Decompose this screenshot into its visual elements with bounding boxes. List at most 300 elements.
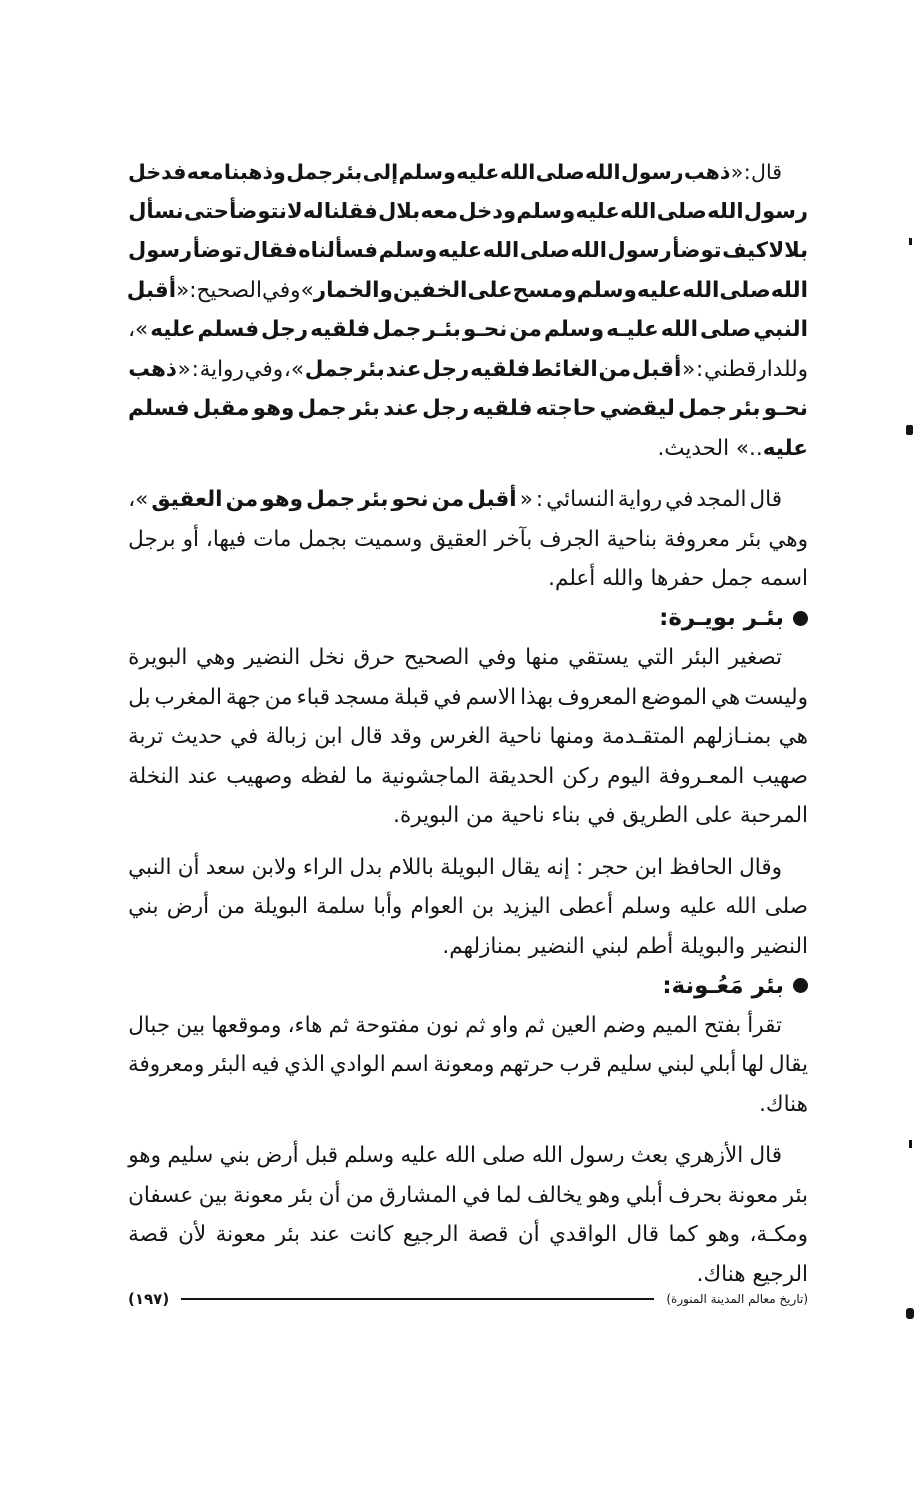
- word: المعـروفة: [658, 763, 745, 789]
- word: »،: [128, 317, 149, 342]
- word: ثم: [465, 1012, 486, 1038]
- word: من: [345, 1182, 374, 1208]
- word: العقيق: [429, 526, 488, 552]
- word: معروفة: [664, 526, 731, 552]
- word: المعروف: [557, 684, 638, 710]
- word: «: [176, 277, 190, 303]
- word: فسلم: [197, 317, 260, 342]
- word: إنه: [546, 854, 570, 880]
- word: صلى: [719, 277, 771, 303]
- word: عند: [187, 763, 219, 789]
- word: في: [230, 724, 259, 749]
- word: بآخر: [494, 526, 533, 552]
- word: يخالف: [526, 1182, 583, 1208]
- word: وسميت: [353, 526, 423, 552]
- word: وأبا: [373, 894, 403, 919]
- word: بئر: [288, 1182, 314, 1208]
- word: وهو: [128, 1143, 162, 1168]
- word: صلى: [535, 159, 585, 184]
- word: اليوم: [607, 763, 651, 789]
- word: »: [300, 277, 314, 303]
- text-line: [128, 757, 808, 797]
- word: يقال: [768, 1052, 808, 1077]
- word: بئر: [275, 1222, 300, 1247]
- word: قال: [749, 1143, 782, 1168]
- word: عليـه: [606, 317, 659, 342]
- text-line: [128, 310, 808, 350]
- word: جمل: [297, 396, 347, 421]
- word: منها: [525, 645, 560, 670]
- text-line: [128, 231, 808, 271]
- word: واو: [491, 1012, 519, 1038]
- text-line: [128, 389, 808, 429]
- word: وسلم: [344, 1143, 395, 1168]
- text-line: [128, 1215, 808, 1255]
- text-line: [128, 887, 808, 927]
- word: المجد: [696, 487, 747, 512]
- word: الغائط: [530, 356, 598, 382]
- text-line: [128, 192, 808, 232]
- word: صلى: [699, 317, 752, 342]
- word: جهة: [225, 684, 261, 710]
- text-run: عليه: [762, 435, 808, 461]
- word: وصهيب: [226, 763, 293, 789]
- page-number: (١٩٧): [128, 1290, 170, 1308]
- word: النسائي: [546, 487, 615, 512]
- word: لبني: [657, 1052, 695, 1077]
- word: برجل: [128, 526, 176, 552]
- word: الماجشونية: [381, 763, 481, 789]
- word: وسلم: [378, 238, 438, 263]
- word: وهو: [252, 396, 295, 421]
- word: رسول: [607, 238, 672, 263]
- word: الرجيع: [402, 1222, 459, 1247]
- word: وهي: [195, 645, 236, 670]
- word: زبالة: [265, 724, 307, 749]
- word: فلقيه: [310, 317, 371, 342]
- text-line: [128, 638, 808, 678]
- word: عند: [383, 396, 419, 421]
- word: البويرة: [128, 645, 188, 670]
- word: توضأ: [672, 238, 722, 263]
- word: قال: [626, 1222, 659, 1247]
- word: الله: [660, 317, 698, 342]
- word: رسول: [743, 198, 808, 223]
- word: فقال: [242, 238, 298, 263]
- word: بني: [128, 894, 159, 919]
- word: وفي: [261, 277, 301, 303]
- word: قصة: [128, 1222, 169, 1247]
- word: صلى: [764, 894, 808, 919]
- word: في: [462, 1182, 491, 1208]
- word: وهو: [587, 1182, 621, 1208]
- word: ودخل: [458, 198, 517, 223]
- word: قصة: [467, 1222, 509, 1247]
- word: فدخل: [128, 159, 187, 184]
- word: وسلم: [621, 894, 672, 919]
- word: بلال: [378, 198, 421, 223]
- word: لانتوضأ: [229, 198, 303, 223]
- margin-mark: [909, 238, 912, 245]
- paragraph: [128, 1136, 808, 1294]
- word: يقال: [501, 854, 541, 880]
- text-line: [128, 1136, 808, 1176]
- word: الموضع: [641, 684, 707, 710]
- word: بلالا: [768, 238, 808, 263]
- word: وليست: [744, 684, 808, 710]
- word: قباء: [296, 684, 331, 710]
- text-line: [128, 480, 808, 520]
- word: صلى: [482, 1143, 526, 1168]
- word: نحو: [391, 487, 429, 512]
- word: والخمار: [313, 277, 393, 303]
- word: ناحية: [498, 724, 542, 749]
- word: جبال: [128, 1012, 171, 1038]
- text-line: [128, 152, 808, 192]
- word: بجمل: [298, 526, 347, 552]
- word: الله: [585, 159, 621, 184]
- word: عند: [309, 1222, 341, 1247]
- section-heading-text: بئـر بويـرة:: [659, 605, 784, 632]
- word: بئر: [358, 487, 389, 512]
- word: من: [509, 317, 542, 342]
- word: فسلم: [128, 396, 190, 421]
- word: فيها،: [205, 526, 247, 552]
- word: :: [535, 487, 544, 512]
- word: وضم: [602, 1012, 646, 1038]
- word: بين: [198, 1182, 228, 1208]
- word: سليم: [167, 1143, 214, 1168]
- word: في: [433, 684, 462, 710]
- word: جمل: [306, 487, 356, 512]
- word: لفظه: [300, 763, 347, 789]
- text-line: [128, 796, 808, 836]
- word: ابن: [634, 854, 664, 880]
- word: «: [177, 356, 191, 382]
- word: فلقيه: [472, 396, 533, 421]
- word: وهو: [707, 1222, 740, 1247]
- word: ليقضي: [599, 396, 675, 421]
- footer-rule: [181, 1298, 654, 1300]
- word: الجرف: [539, 526, 600, 552]
- word: نون: [426, 1012, 459, 1038]
- word: عليه: [456, 159, 500, 184]
- word: بين: [176, 1012, 206, 1038]
- text-line: [128, 1006, 808, 1046]
- word: التي: [637, 645, 675, 670]
- word: مات: [253, 526, 292, 552]
- word: جمل: [372, 317, 422, 342]
- word: بئر: [354, 356, 385, 382]
- word: وفي: [477, 645, 517, 670]
- text-line: [128, 1176, 808, 1216]
- word: ومسح: [512, 277, 577, 303]
- word: توضأ: [192, 238, 242, 263]
- section-heading: [128, 966, 808, 1006]
- word: حاجته: [535, 396, 597, 421]
- word: رجل: [422, 396, 470, 421]
- bullet-icon: [793, 611, 808, 626]
- word: بئر: [737, 526, 762, 552]
- word: أقبل: [126, 277, 177, 303]
- word: نحـو: [462, 317, 508, 342]
- word: عند: [385, 356, 422, 382]
- word: الاسم: [465, 684, 517, 710]
- word: أن: [177, 854, 200, 880]
- word: الله: [531, 1143, 564, 1168]
- word: قال: [350, 724, 383, 749]
- word: باللام: [388, 854, 434, 880]
- word: أقبل: [467, 487, 517, 512]
- word: من: [264, 684, 293, 710]
- word: قرب: [559, 1052, 602, 1077]
- word: هاء،: [287, 1012, 323, 1038]
- word: بل: [128, 684, 151, 710]
- word: في: [665, 487, 694, 512]
- word: النبي: [753, 317, 808, 342]
- word: الخفين: [392, 277, 468, 303]
- word: حتى: [183, 198, 229, 223]
- word: ومعروفة: [128, 1052, 205, 1077]
- word: وسلم: [576, 277, 637, 303]
- word: وللدارقطني: [703, 356, 808, 382]
- paragraph-gap: [128, 468, 808, 480]
- text-run: هناك.: [759, 1091, 808, 1117]
- word: حرق: [353, 645, 396, 670]
- word: فسألناه: [298, 238, 378, 263]
- word: ذهب: [128, 356, 177, 382]
- word: حجر: [589, 854, 629, 880]
- word: هي: [711, 684, 741, 710]
- text-line: [128, 559, 808, 599]
- text-line: [128, 1085, 808, 1125]
- word: وسلم: [398, 159, 456, 184]
- word: »،: [128, 487, 149, 512]
- word: معه: [186, 159, 224, 184]
- word: :: [189, 277, 197, 303]
- word: الله: [707, 198, 744, 223]
- word: وسلم: [516, 198, 576, 223]
- word: البويلة: [253, 894, 309, 919]
- word: أبلي: [699, 1052, 737, 1077]
- word: بهذا: [520, 684, 554, 710]
- word: »،: [283, 356, 305, 382]
- word: ذهب: [683, 159, 731, 184]
- word: مسجد: [334, 684, 390, 710]
- word: المشارق: [379, 1182, 457, 1208]
- margin-mark: [906, 1308, 914, 1319]
- word: بعث: [630, 1143, 669, 1168]
- word: سليم: [606, 1052, 653, 1077]
- word: :: [576, 854, 584, 880]
- word: هي: [778, 724, 808, 749]
- word: النضير: [244, 645, 301, 670]
- word: تربة: [128, 724, 164, 749]
- word: عسفان: [128, 1182, 194, 1208]
- word: جمل: [286, 159, 334, 184]
- word: العوام: [410, 894, 464, 919]
- paragraph: [128, 1006, 808, 1125]
- word: جمل: [304, 356, 354, 382]
- paragraph-gap: [128, 1124, 808, 1136]
- word: وقد: [390, 724, 423, 749]
- paragraph: [128, 848, 808, 967]
- word: الله: [570, 238, 607, 263]
- word: معونة: [215, 1222, 267, 1247]
- word: المغرب: [154, 684, 222, 710]
- word: الله: [444, 1143, 476, 1168]
- word: نحـو: [763, 396, 808, 421]
- word: رجل: [422, 356, 470, 382]
- word: «: [682, 356, 696, 382]
- section-heading: [128, 599, 808, 639]
- word: قال: [751, 159, 782, 184]
- word: الغرس: [429, 724, 491, 749]
- word: الله: [499, 159, 536, 184]
- word: وقال: [739, 854, 782, 880]
- word: رواية: [199, 356, 244, 382]
- text-line: [128, 1255, 808, 1295]
- word: أبلي: [625, 1182, 663, 1208]
- word: بئر: [783, 1182, 808, 1208]
- word: أعطى: [558, 894, 614, 919]
- word: النبي: [128, 854, 172, 880]
- word: قبل: [304, 1143, 339, 1168]
- word: ثم: [328, 1012, 349, 1038]
- word: وفي: [244, 356, 284, 382]
- word: معه: [420, 198, 459, 223]
- word: :: [191, 356, 199, 382]
- word: الصحيح: [196, 277, 262, 303]
- text-line: [128, 520, 808, 560]
- word: من: [431, 487, 465, 512]
- text-line: [128, 717, 808, 757]
- text-line: [128, 678, 808, 718]
- word: وموقعها: [211, 1012, 282, 1038]
- word: الله: [482, 238, 520, 263]
- word: اسم: [390, 1052, 429, 1077]
- word: معونة: [727, 1182, 779, 1208]
- word: كما: [668, 1222, 698, 1247]
- word: جمل: [678, 396, 728, 421]
- word: ومنها: [549, 724, 595, 749]
- word: أن: [318, 1182, 341, 1208]
- word: العين: [550, 1012, 597, 1038]
- word: الحافظ: [669, 854, 733, 880]
- word: تقرأ: [747, 1012, 782, 1038]
- word: معونة: [233, 1182, 284, 1208]
- word: بئر: [349, 396, 380, 421]
- word: رسول: [569, 1143, 625, 1168]
- word: أرض: [166, 894, 210, 919]
- word: صلى: [656, 198, 707, 223]
- word: إلى: [362, 159, 399, 184]
- word: أن: [517, 1222, 540, 1247]
- page-body: [128, 152, 808, 1294]
- word: كانت: [349, 1222, 394, 1247]
- word: مفتوحة: [355, 1012, 420, 1038]
- word: لما: [496, 1182, 522, 1208]
- word: الصحيح: [403, 645, 470, 670]
- text-line: [128, 271, 808, 311]
- text-run: النضير والبويلة أطم لبني النضير بمنازلهم.: [442, 933, 808, 959]
- word: لأن: [178, 1222, 207, 1247]
- word: حديث: [170, 724, 223, 749]
- word: بفتح: [703, 1012, 742, 1038]
- word: :: [743, 159, 751, 184]
- text-line: [128, 429, 808, 469]
- word: نسأل: [128, 198, 184, 223]
- word: لها: [741, 1052, 765, 1077]
- word: ولابن: [251, 854, 297, 880]
- word: عليه: [150, 317, 196, 342]
- word: الحديقة: [488, 763, 555, 789]
- word: عليه: [575, 198, 620, 223]
- text-line: [128, 848, 808, 888]
- paragraph-gap: [128, 836, 808, 848]
- word: حرتهم: [499, 1052, 555, 1077]
- text-line: [128, 927, 808, 967]
- word: بئر: [333, 159, 363, 184]
- word: الواقدي: [549, 1222, 618, 1247]
- book-title: (تاريخ معالم المدينة المنورة): [666, 1292, 808, 1306]
- section-heading-text: بئر مَعُـونة:: [662, 972, 784, 999]
- word: الوادي: [329, 1052, 386, 1077]
- word: البئر: [682, 645, 721, 670]
- word: ابن: [314, 724, 343, 749]
- word: أرض: [256, 1143, 299, 1168]
- word: كيف: [722, 238, 768, 263]
- word: قبلة: [393, 684, 430, 710]
- text-run: ..» الحديث.: [657, 435, 763, 461]
- word: تصغير: [728, 645, 782, 670]
- word: العقيق: [151, 487, 223, 512]
- word: صهيب: [752, 763, 808, 789]
- word: سلمة: [316, 894, 366, 919]
- word: بناحية: [606, 526, 658, 552]
- word: وسلم: [543, 317, 605, 342]
- text-line: [128, 350, 808, 390]
- text-run: الرجيع هناك.: [696, 1261, 808, 1287]
- word: الذي: [284, 1052, 325, 1077]
- word: بن: [471, 894, 495, 919]
- word: أو: [182, 526, 199, 552]
- word: «: [519, 487, 533, 512]
- page-footer: [128, 1290, 808, 1308]
- word: رسول: [620, 159, 684, 184]
- word: من: [225, 487, 259, 512]
- word: ثم: [524, 1012, 545, 1038]
- word: وذهبنا: [223, 159, 286, 184]
- margin-mark: [906, 425, 913, 435]
- word: ومكـة،: [749, 1222, 808, 1247]
- bullet-icon: [793, 978, 808, 993]
- paragraph: [128, 480, 808, 599]
- word: اليزيد: [502, 894, 551, 919]
- word: من: [598, 356, 632, 382]
- word: عليه: [437, 238, 483, 263]
- text-line: [128, 1045, 808, 1085]
- word: رواية: [617, 487, 663, 512]
- word: عليه: [636, 277, 683, 303]
- word: له: [302, 198, 324, 223]
- word: :: [695, 356, 704, 382]
- word: سعد: [205, 854, 246, 880]
- word: الله: [682, 277, 720, 303]
- word: الله: [619, 198, 657, 223]
- word: بحرف: [668, 1182, 723, 1208]
- word: بئـر: [423, 317, 461, 342]
